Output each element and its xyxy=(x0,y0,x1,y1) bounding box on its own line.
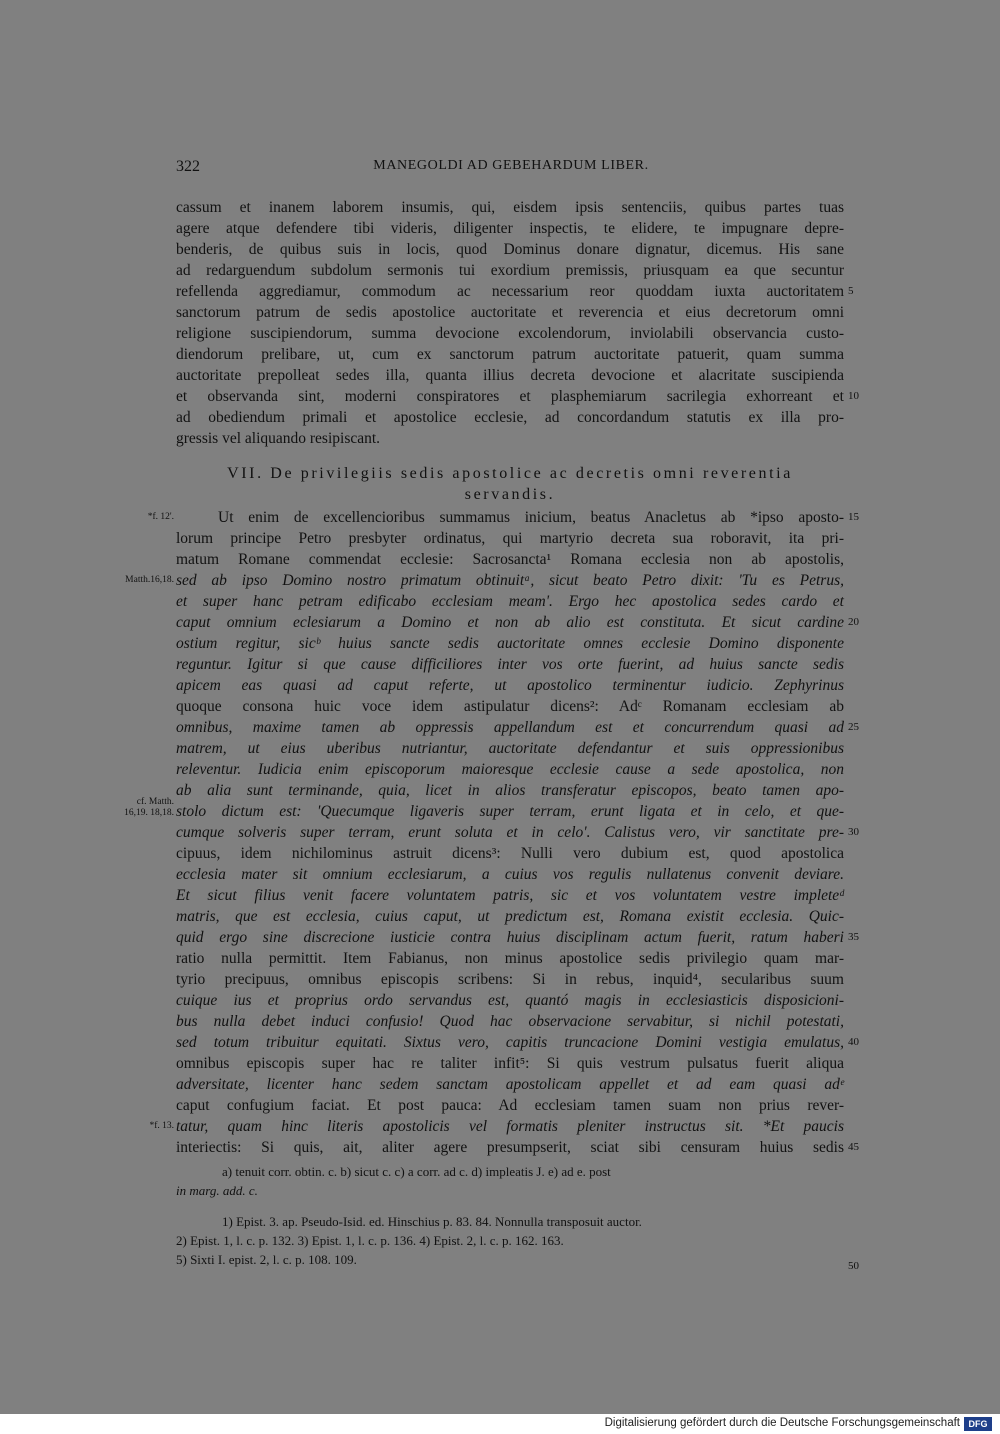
footnote-line: in marg. add. c. xyxy=(176,1183,258,1198)
text-line: caput confugium faciat. Et post pauca: Ad ecclesiam tamen suam non prius rever- xyxy=(176,1097,844,1114)
margin-note: Matth.16,18. xyxy=(125,575,174,585)
text-line: quid ergo sine discrecione iusticie contra huius disciplinam actum fuerit, ratum haberi xyxy=(176,929,844,946)
text-line: et super hanc petram edificabo ecclesiam meam'. Ergo hec apostolica sedes cardo et xyxy=(176,593,844,610)
footnote-line: 1) Epist. 3. ap. Pseudo-Isid. ed. Hinschius p. 83. 84. Nonnulla transposuit auctor. xyxy=(222,1214,642,1229)
text-line: bus nulla debet induci confusio! Quod hac observacione servabitur, si nichil potestati, xyxy=(176,1013,844,1030)
funding-notice: Digitalisierung gefördert durch die Deutsche Forschungsgemeinschaft xyxy=(604,1417,960,1429)
text-line: sed ab ipso Domino nostro primatum obtinuitᵃ, sicut beato Petro dixit: 'Tu es Petrus, xyxy=(176,572,844,589)
running-title: MANEGOLDI AD GEBEHARDUM LIBER. xyxy=(373,158,649,173)
text-line: ecclesia mater sit omnium ecclesiarum, a cuius vos regulis nullatenus convenit deviare. xyxy=(176,866,844,883)
text-line: adversitate, licenter hanc sedem sanctam apostolicam appellet et ad eam quasi adᵉ xyxy=(176,1076,844,1093)
section-heading-cont: servandis. xyxy=(464,486,556,503)
page-header xyxy=(176,158,846,180)
line-number: 30 xyxy=(848,826,859,838)
text-line: interiectis: Si quis, ait, aliter agere presumpserit, sciat sibi censuram huius sedis xyxy=(176,1139,844,1156)
text-line: omnibus, maxime tamen ab oppressis appellandum est et concurrendum quasi ad xyxy=(176,719,844,736)
dfg-logo-icon: DFG xyxy=(964,1417,992,1431)
text-line: cassum et inanem laborem insumis, qui, eisdem ipsis sentenciis, quibus partes tuas xyxy=(176,199,844,216)
text-line: releventur. Iudicia enim episcoporum maioresque ecclesie cause a sede apostolica, non xyxy=(176,761,844,778)
text-line: matum Romane commendat ecclesie: Sacrosancta¹ Romana ecclesia non ab apostolis, xyxy=(176,551,844,568)
margin-note: *f. 12'. xyxy=(147,512,174,522)
margin-note: 16,19. 18,18. xyxy=(124,808,174,818)
text-line: ad obediendum primali et apostolice ecclesie, ad concordandum statutis ex illa pro- xyxy=(176,409,844,426)
line-number: 20 xyxy=(848,616,859,628)
text-line: auctoritate prepolleat sedes illa, quanta illius decreta devocione et alacritate suscipienda xyxy=(176,367,844,384)
text-line: ad redarguendum subdolum sermonis tui exordium premissis, priusquam ea que secuntur xyxy=(176,262,844,279)
text-line: refellenda aggrediamur, commodum ac necessarium reor quoddam iuxta auctoritatem xyxy=(176,283,844,300)
text-line: cipuus, idem nichilominus astruit dicens³: Nulli vero dubium est, quod apostolica xyxy=(176,845,844,862)
text-line: benderis, de quibus suis in locis, quod Dominus donare dignatur, dicemus. His sane xyxy=(176,241,844,258)
text-line: Ut enim de excellencioribus summamus inicium, beatus Anacletus ab *ipso aposto- xyxy=(218,509,844,526)
digitization-footer xyxy=(0,1414,1000,1434)
footnote-line: a) tenuit corr. obtin. c. b) sicut c. c) a corr. ad c. d) impleatis J. e) ad e. post xyxy=(222,1164,611,1179)
text-line: cuique ius et proprius ordo servandus est, quantó magis in ecclesiasticis disposicioni- xyxy=(176,992,844,1009)
text-line: matrem, ut eius uberibus nutriantur, auctoritate defendantur et suis oppressionibus xyxy=(176,740,844,757)
text-line: apicem eas quasi ad caput referte, ut apostolico terminentur iudicio. Zephyrinus xyxy=(176,677,844,694)
line-number: 40 xyxy=(848,1036,859,1048)
text-line: cumque solveris super terram, erunt soluta et in celo'. Calistus vero, vir sanctitate pre- xyxy=(176,824,844,841)
margin-note: cf. Matth. xyxy=(136,797,174,807)
text-line: matris, que est ecclesia, cuius caput, ut predictum est, Romana existit ecclesia. Quic- xyxy=(176,908,844,925)
section-heading: VII. De privilegiis sedis apostolice ac decretis omni reverentia xyxy=(227,465,793,482)
text-line: stolo dictum est: 'Quecumque ligaveris super terram, erunt ligata et in celo, et que- xyxy=(176,803,844,820)
text-line: tyrio precipuus, omnibus episcopis scribens: Si in rebus, inquid⁴, secularibus suum xyxy=(176,971,844,988)
margin-note: *f. 13. xyxy=(149,1121,174,1131)
text-line: reguntur. Igitur si que cause difficiliores inter vos orte fuerint, ad huius sancte sedis xyxy=(176,656,844,673)
text-line: ostium regitur, sicᵇ huius sancte sedis auctoritate omnes ecclesie Domino disponente xyxy=(176,635,844,652)
text-line: sed totum tribuitur equitati. Sixtus vero, capitis truncacione Domini vestigia emulatus, xyxy=(176,1034,844,1051)
text-line: religione suscipiendorum, summa devocione excolendorum, inviolabili observancia custo- xyxy=(176,325,844,342)
text-line: et observanda sint, moderni conspiratores et plasphemiarum sacrilegia exhorreant et xyxy=(176,388,844,405)
text-line: caput omnium eclesiarum a Domino et non ab alio est constituta. Et sicut cardine xyxy=(176,614,844,631)
line-number: 45 xyxy=(848,1141,859,1153)
footnote-line: 5) Sixti I. epist. 2, l. c. p. 108. 109. xyxy=(176,1252,357,1267)
text-line: sanctorum patrum de sedis apostolice auctoritate et reverencia et eius decretorum omni xyxy=(176,304,844,321)
text-line: quoque consona huic voce idem astipulatur dicens²: Adᶜ Romanam ecclesiam ab xyxy=(176,698,844,715)
text-line: diendorum prelibare, ut, cum ex sanctorum patrum auctoritate patuerit, quam summa xyxy=(176,346,844,363)
text-line: omnibus episcopis super hac re taliter infit⁵: Si quis vestrum pulsatus fuerit aliqua xyxy=(176,1055,844,1072)
line-number: 5 xyxy=(848,285,854,297)
line-number: 50 xyxy=(848,1260,859,1272)
text-line: agere atque defendere tibi videris, diligenter inspectis, te elidere, te impugnare depre- xyxy=(176,220,844,237)
text-line: gressis vel aliquando resipiscant. xyxy=(176,430,381,447)
footnote-line: 2) Epist. 1, l. c. p. 132. 3) Epist. 1, l. c. p. 136. 4) Epist. 2, l. c. p. 162. 163. xyxy=(176,1233,564,1248)
line-number: 35 xyxy=(848,931,859,943)
text-line: lorum principe Petro presbyter ordinatus, qui martyrio decreta sua roboravit, ita pri- xyxy=(176,530,844,547)
text-line: tatur, quam hinc literis apostolicis vel formatis pleniter instructus sit. *Et paucis xyxy=(176,1118,844,1135)
text-line: ab alia sunt terminande, quia, licet in alios transferatur episcopos, beato tamen apo- xyxy=(176,782,844,799)
text-line: Et sicut filius venit facere voluntatem patris, sic et vos voluntatem vestre impleteᵈ xyxy=(176,887,844,904)
line-number: 25 xyxy=(848,721,859,733)
text-line: ratio nulla permittit. Item Fabianus, non minus apostolice sedis privilegio quam mar- xyxy=(176,950,844,967)
page-number: 322 xyxy=(176,158,200,175)
line-number: 10 xyxy=(848,390,859,402)
line-number: 15 xyxy=(848,511,859,523)
